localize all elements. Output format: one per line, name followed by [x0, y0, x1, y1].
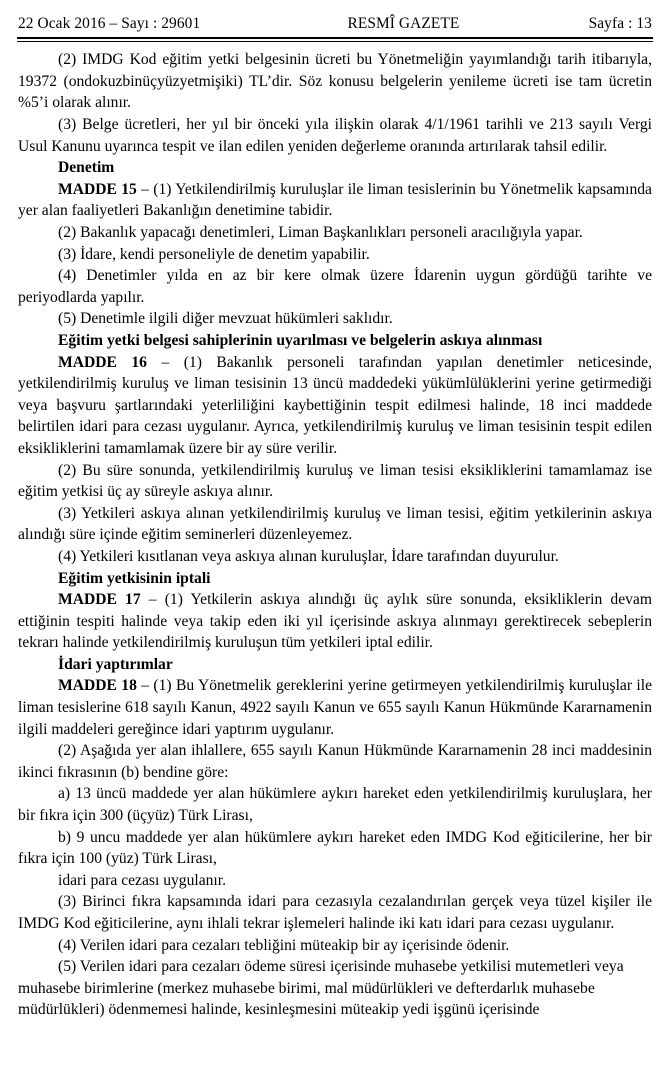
paragraph-text: (2) Bu süre sonunda, yetkilendirilmiş kuruluş ve liman tesisi eksikliklerini tamamlamaz ise eğitim yetkisi üç ay süreyle askıya alınır.	[18, 461, 652, 501]
paragraph-madde-18-f3	[18, 891, 652, 934]
article-text: – (1) Bakanlık personeli tarafından yapılan denetimler neticesinde, yetkilendirilmiş kuruluş ve liman tesisinin 13 üncü maddedeki yükümlülüklerini yerine getirmediği veya başvuru şartlarındaki yeterliliğini kaybettiğinin tespit edilmesi halinde, 18 inci maddede belirtilen idari para cezası uygulanır. Ayrıca, yetkilendirilmiş kuruluş ve liman tesisinin tespit edilen eksikliklerini tamamlamak üzere bir ay süre verilir.	[18, 353, 652, 457]
paragraph-text: (5) Verilen idari para cezaları ödeme süresi içerisinde muhasebe yetkilisi mutemetleri veya muhasebe birimlerine (merkez muhasebe birimi, mal müdürlükleri ve defterdarlık muhasebe müdürlükleri) ödenmemesi halinde, kesinleşmesini müteakip yedi işgünü içerisinde	[18, 958, 624, 1019]
paragraph-madde-18-f5	[18, 956, 652, 1021]
paragraph-madde-16	[18, 352, 652, 460]
paragraph-madde-15-f5	[18, 308, 652, 330]
paragraph-madde-15-f4	[18, 265, 652, 308]
paragraph-madde-16-f3	[18, 503, 652, 546]
paragraph-para-3-belge-ucretleri	[18, 114, 652, 157]
heading-text: Eğitim yetkisinin iptali	[58, 569, 211, 587]
article-label: MADDE 17	[58, 591, 141, 609]
paragraph-madde-16-f2	[18, 460, 652, 503]
paragraph-madde-17	[18, 589, 652, 654]
paragraph-text: (4) Yetkileri kısıtlanan veya askıya alınan kuruluşlar, İdare tarafından duyurulur.	[58, 547, 559, 565]
paragraph-text: (5) Denetimle ilgili diğer mevzuat hükümleri saklıdır.	[58, 310, 393, 328]
paragraph-madde-18-bend-a	[18, 783, 652, 826]
header-rule-thin	[17, 41, 653, 42]
paragraph-para-2-ucret	[18, 49, 652, 114]
paragraph-text: (4) Denetimler yılda en az bir kere olmak üzere İdarenin uygun gördüğü tarihte ve periyodlarda yapılır.	[18, 267, 652, 306]
header-publication-title: RESMÎ GAZETE	[347, 15, 460, 32]
paragraph-text: idari para cezası uygulanır.	[58, 871, 226, 889]
header-rule-thick	[17, 37, 653, 39]
paragraph-text: (2) IMDG Kod eğitim yetki belgesinin ücreti bu Yönetmeliğin yayımlandığı tarih itibarıyla, 19372 (ondokuzbinüçyüzyetmişiki) TL’dir. Söz konusu belgelerin yenileme ücreti ise tam ücretin %5’i olarak alınır.	[18, 51, 652, 112]
paragraph-madde-18	[18, 675, 652, 740]
article-label: MADDE 15	[58, 180, 137, 198]
paragraph-madde-15-f3	[18, 244, 652, 266]
paragraph-text: (3) Yetkileri askıya alınan yetkilendirilmiş kuruluş ve liman tesisi, eğitim yetkilerinin askıya alındığı süre içinde eğitim seminerleri düzenleyemez.	[18, 504, 652, 544]
article-text: – (1) Yetkilerin askıya alındığı üç aylık süre sonunda, eksikliklerin devam ettiğinin tespiti halinde veya takip eden iki yıl içerisinde askıya alınmayı gerektirecek sebeplerin tekrarı halinde yetkilendirilmiş kuruluşun tüm yetkileri iptal edilir.	[18, 591, 652, 652]
paragraph-text: (3) İdare, kendi personeliyle de denetim yapabilir.	[58, 245, 370, 263]
article-label: MADDE 16	[58, 353, 147, 371]
paragraph-text: (3) Belge ücretleri, her yıl bir önceki yıla ilişkin olarak 4/1/1961 tarihli ve 213 sayılı Vergi Usul Kanunu uyarınca tespit ve ilan edilen yeniden değerleme oranında artırılarak tahsil edilir.	[18, 116, 652, 155]
paragraph-madde-18-f4	[18, 935, 652, 957]
heading-text: Eğitim yetki belgesi sahiplerinin uyarılması ve belgelerin askıya alınması	[58, 331, 543, 349]
paragraph-text: (4) Verilen idari para cezaları tebliğini müteakip bir ay içerisinde ödenir.	[58, 936, 510, 954]
heading-text: Denetim	[58, 159, 115, 177]
article-label: MADDE 18	[58, 677, 137, 695]
paragraph-madde-15	[18, 179, 652, 222]
page-running-head	[0, 0, 670, 33]
article-text: – (1) Bu Yönetmelik gereklerini yerine getirmeyen yetkilendirilmiş kuruluşlar ile liman tesislerine 618 sayılı Kanun, 4922 sayılı Kanun ve 655 sayılı Kanun Hükmünde Kararnamenin ilgili maddeleri gereğince idari yaptırım uygulanır.	[18, 677, 652, 738]
paragraph-heading-idari-yaptirimlar	[18, 654, 652, 676]
paragraph-heading-egitim-yetki-belgesi	[18, 330, 652, 352]
header-page-number: Sayfa : 13	[588, 15, 652, 32]
paragraph-madde-18-f2	[18, 740, 652, 783]
paragraph-madde-18-bend-b	[18, 827, 652, 870]
header-date-issue: 22 Ocak 2016 – Sayı : 29601	[18, 15, 201, 32]
paragraph-heading-denetim	[18, 157, 652, 179]
heading-text: İdari yaptırımlar	[58, 655, 173, 673]
paragraph-text: (2) Bakanlık yapacağı denetimleri, Liman Başkanlıkları personeli aracılığıyla yapar.	[58, 224, 583, 241]
paragraph-text: b) 9 uncu maddede yer alan hükümlere aykırı hareket eden IMDG Kod eğiticilerine, her bir fıkra için 100 (yüz) Türk Lirası,	[18, 828, 652, 868]
paragraph-text: (2) Aşağıda yer alan ihlallere, 655 sayılı Kanun Hükmünde Kararnamenin 28 inci maddesinin ikinci fıkrasının (b) bendine göre:	[18, 742, 652, 781]
article-text: – (1) Yetkilendirilmiş kuruluşlar ile liman tesislerinin bu Yönetmelik kapsamında yer alan faaliyetleri Bakanlığın denetimine tabidir.	[18, 180, 652, 220]
document-body	[0, 42, 670, 1021]
paragraph-madde-15-f2	[18, 222, 652, 244]
paragraph-madde-16-f4	[18, 546, 652, 568]
paragraph-madde-18-bend-kapanis	[18, 870, 652, 892]
paragraph-text: (3) Birinci fıkra kapsamında idari para cezasıyla cezalandırılan gerçek veya tüzel kişiler ile IMDG Kod eğiticilerine, aynı ihlali tekrar işlemeleri halinde iki katı idari para cezası uygulanır.	[18, 893, 652, 932]
header-divider-rule	[17, 37, 653, 42]
paragraph-heading-egitim-yetkisinin-iptali	[18, 568, 652, 590]
paragraph-text: a) 13 üncü maddede yer alan hükümlere aykırı hareket eden yetkilendirilmiş kuruluşlara, her bir fıkra için 300 (üçyüz) Türk Lirası,	[18, 785, 652, 825]
